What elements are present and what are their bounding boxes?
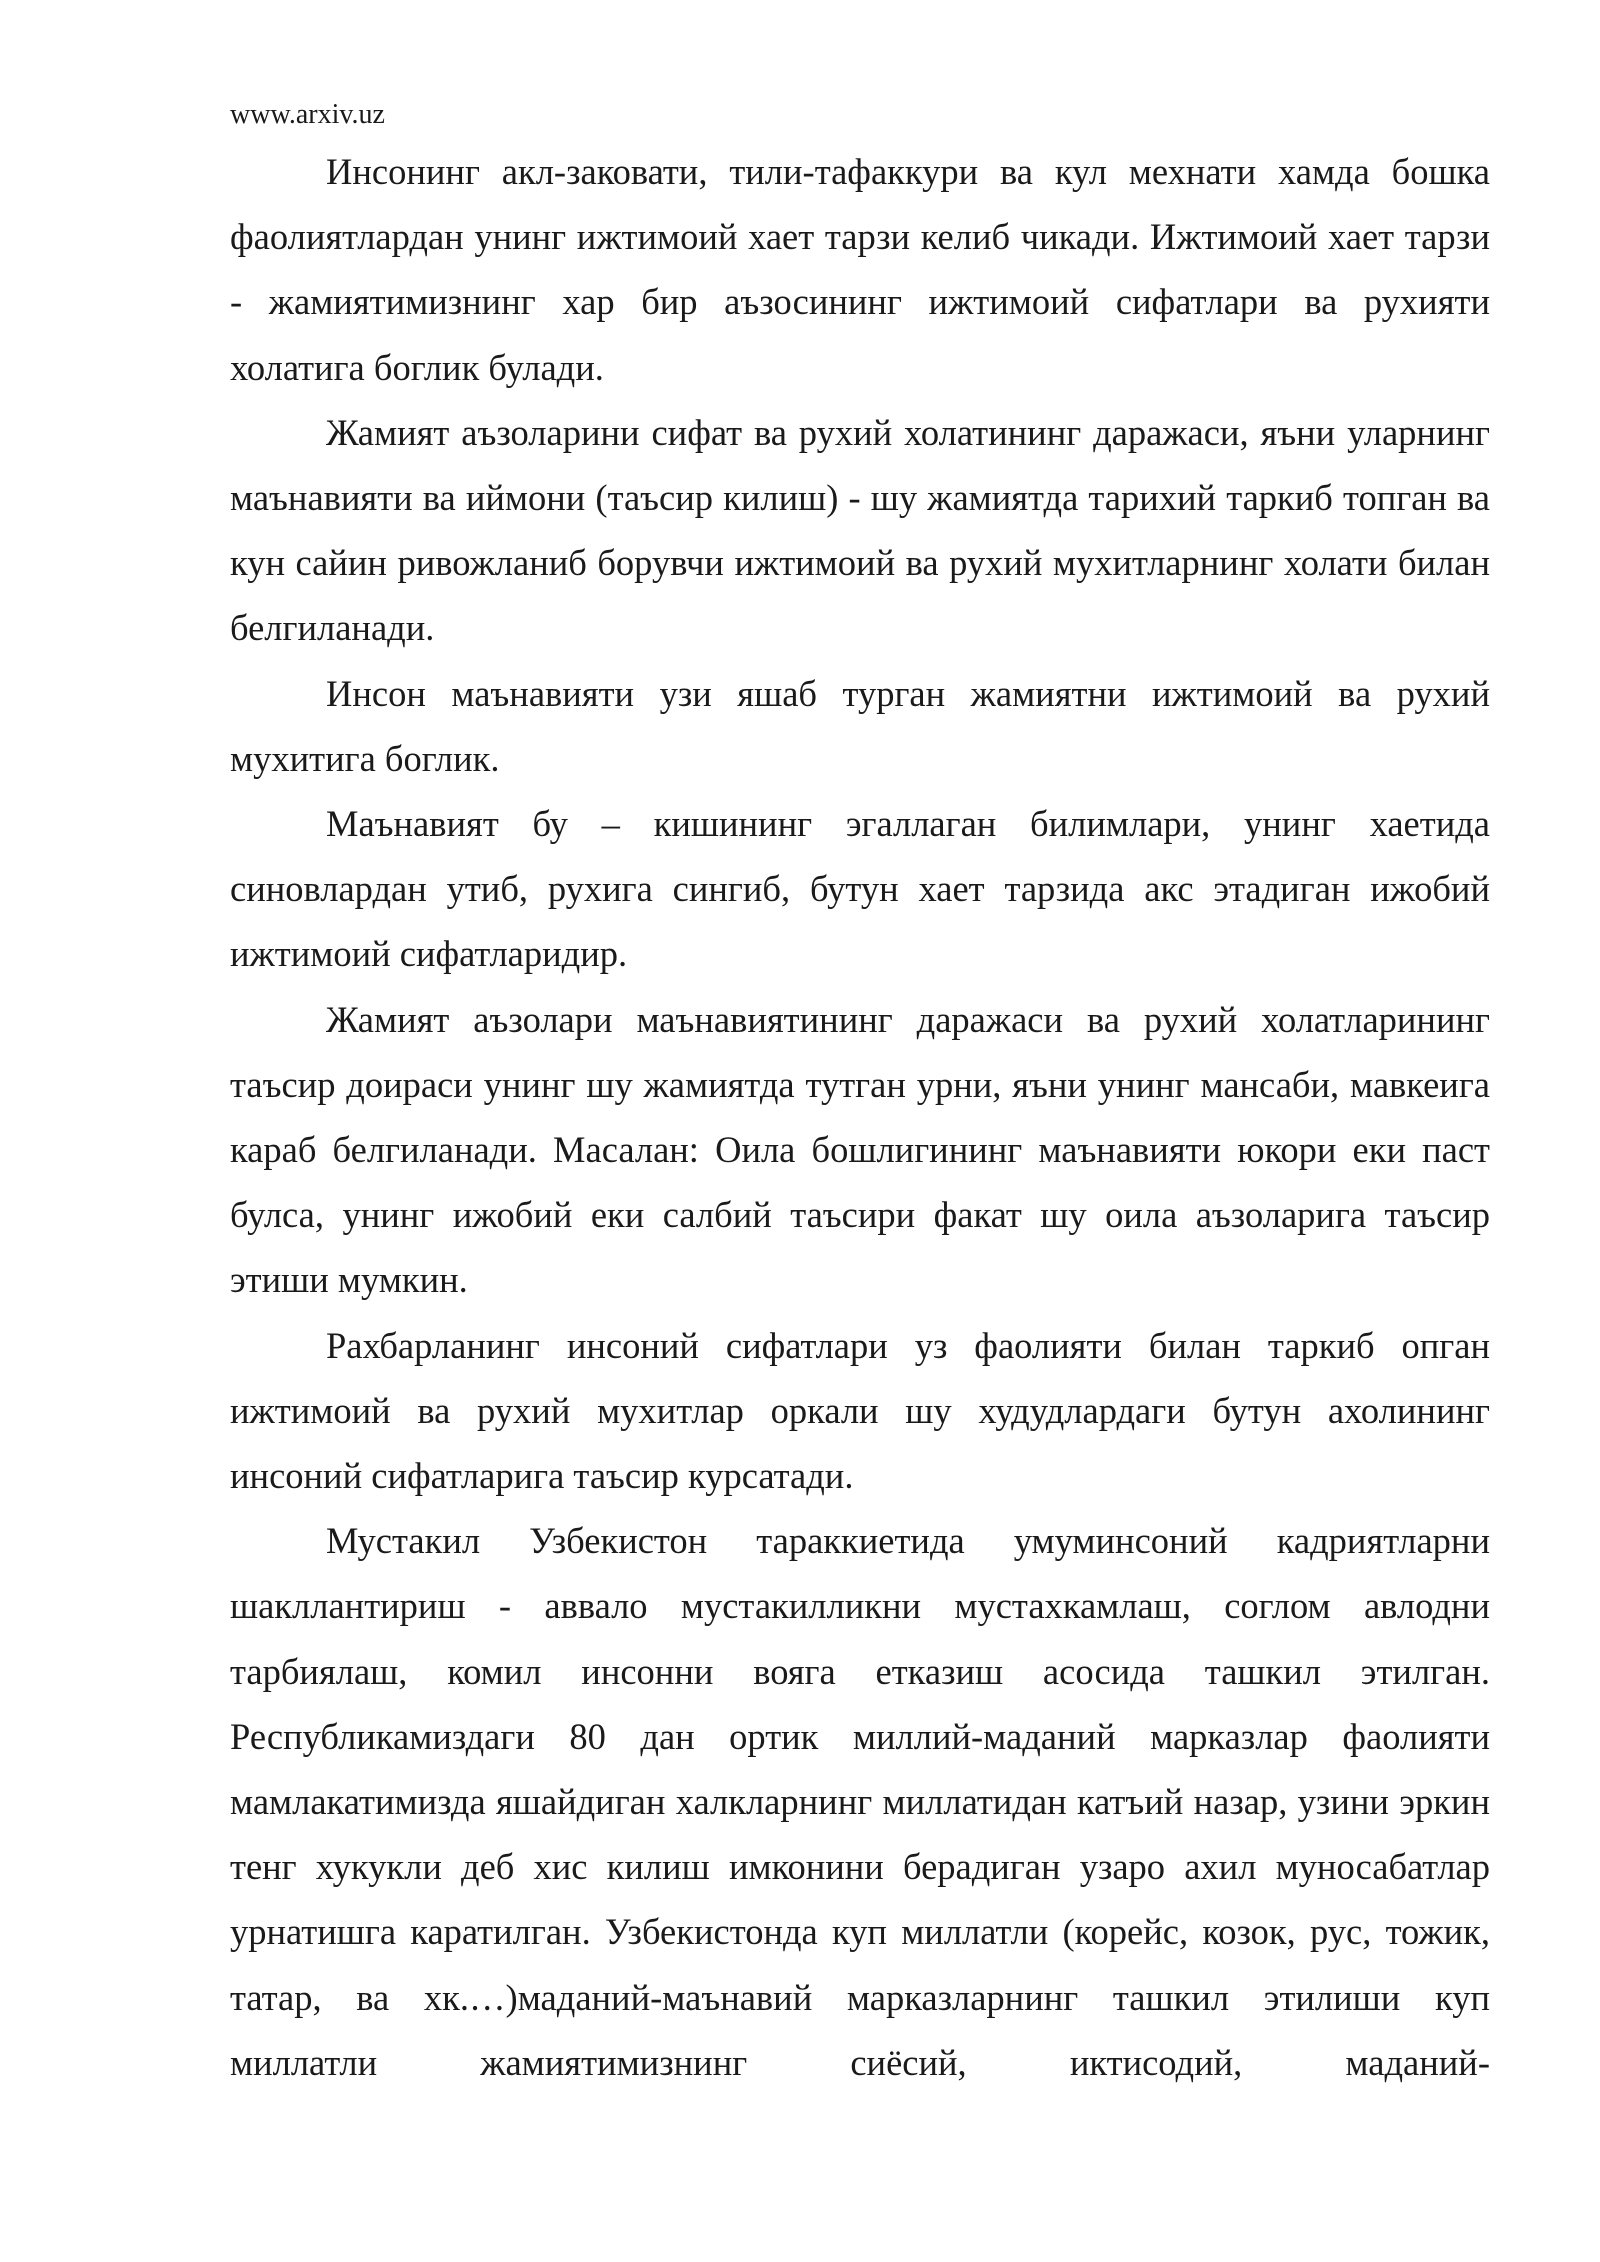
source-url: www.arxiv.uz [230,99,385,130]
document-page [230,95,1490,2095]
paragraph-2: Жамият аъзоларини сифат ва рухий холатининг даражаси, яъни уларнинг маънавияти ва иймони (таъсир килиш) - шу жамиятда тарихий таркиб топган ва кун сайин ривожланиб борувчи ижтимоий ва рухий мухитларнинг холати билан белгиланади. [230,411,1490,649]
paragraph-5: Жамият аъзолари маънавиятининг даражаси ва рухий холатларининг таъсир доираси унинг шу жамиятда тутган урни, яъни унинг мансаби, мавкеига караб белгиланади. Масалан: Оила бошлигининг маънавияти юкори еки паст булса, унинг ижобий еки салбий таъсири факат шу оила аъзоларига таъсир этиши мумкин. [230,998,1490,1301]
paragraph-3: Инсон маънавияти узи яшаб турган жамиятни ижтимоий ва рухий мухитига боглик. [230,672,1490,779]
paragraph-7: Мустакил Узбекистон тараккиетида умуминсоний кадриятларни шакллантириш - аввало мустакилликни мустахкамлаш, соглом авлодни тарбиялаш, комил инсонни вояга етказиш асосида ташкил этилган. Республикамиздаги 80 дан ортик миллий-маданий марказлар фаолияти мамлакатимизда яшайдиган халкларнинг миллатидан катъий назар, узини эркин тенг хукукли деб хис килиш имконини берадиган узаро ахил муносабатлар урнатишга каратилган. Узбекистонда куп миллатли (корейс, козок, рус, тожик, татар, ва хк.…)маданий-маънавий марказларнинг ташкил этилиши куп миллатли жамиятимизнинг сиёсий, иктисодий, маданий- [230,1520,1490,2083]
paragraph-1: Инсонинг акл-заковати, тили-тафаккури ва кул мехнати хамда бошка фаолиятлардан унинг ижтимоий хает тарзи келиб чикади. Ижтимоий хает тарзи - жамиятимизнинг хар бир аъзосининг ижтимоий сифатлари ва рухияти холатига боглик булади. [230,151,1490,388]
paragraph-6: Рахбарланинг инсоний сифатлари уз фаолияти билан таркиб опган ижтимоий ва рухий мухитлар оркали шу худудлардаги бутун ахолининг инсоний сифатларига таъсир курсатади. [230,1324,1490,1497]
paragraph-4: Маънавият бу – кишининг эгаллаган билимлари, унинг хаетида синовлардан утиб, рухига сингиб, бутун хает тарзида акс этадиган ижобий ижтимоий сифатларидир. [230,803,1490,975]
